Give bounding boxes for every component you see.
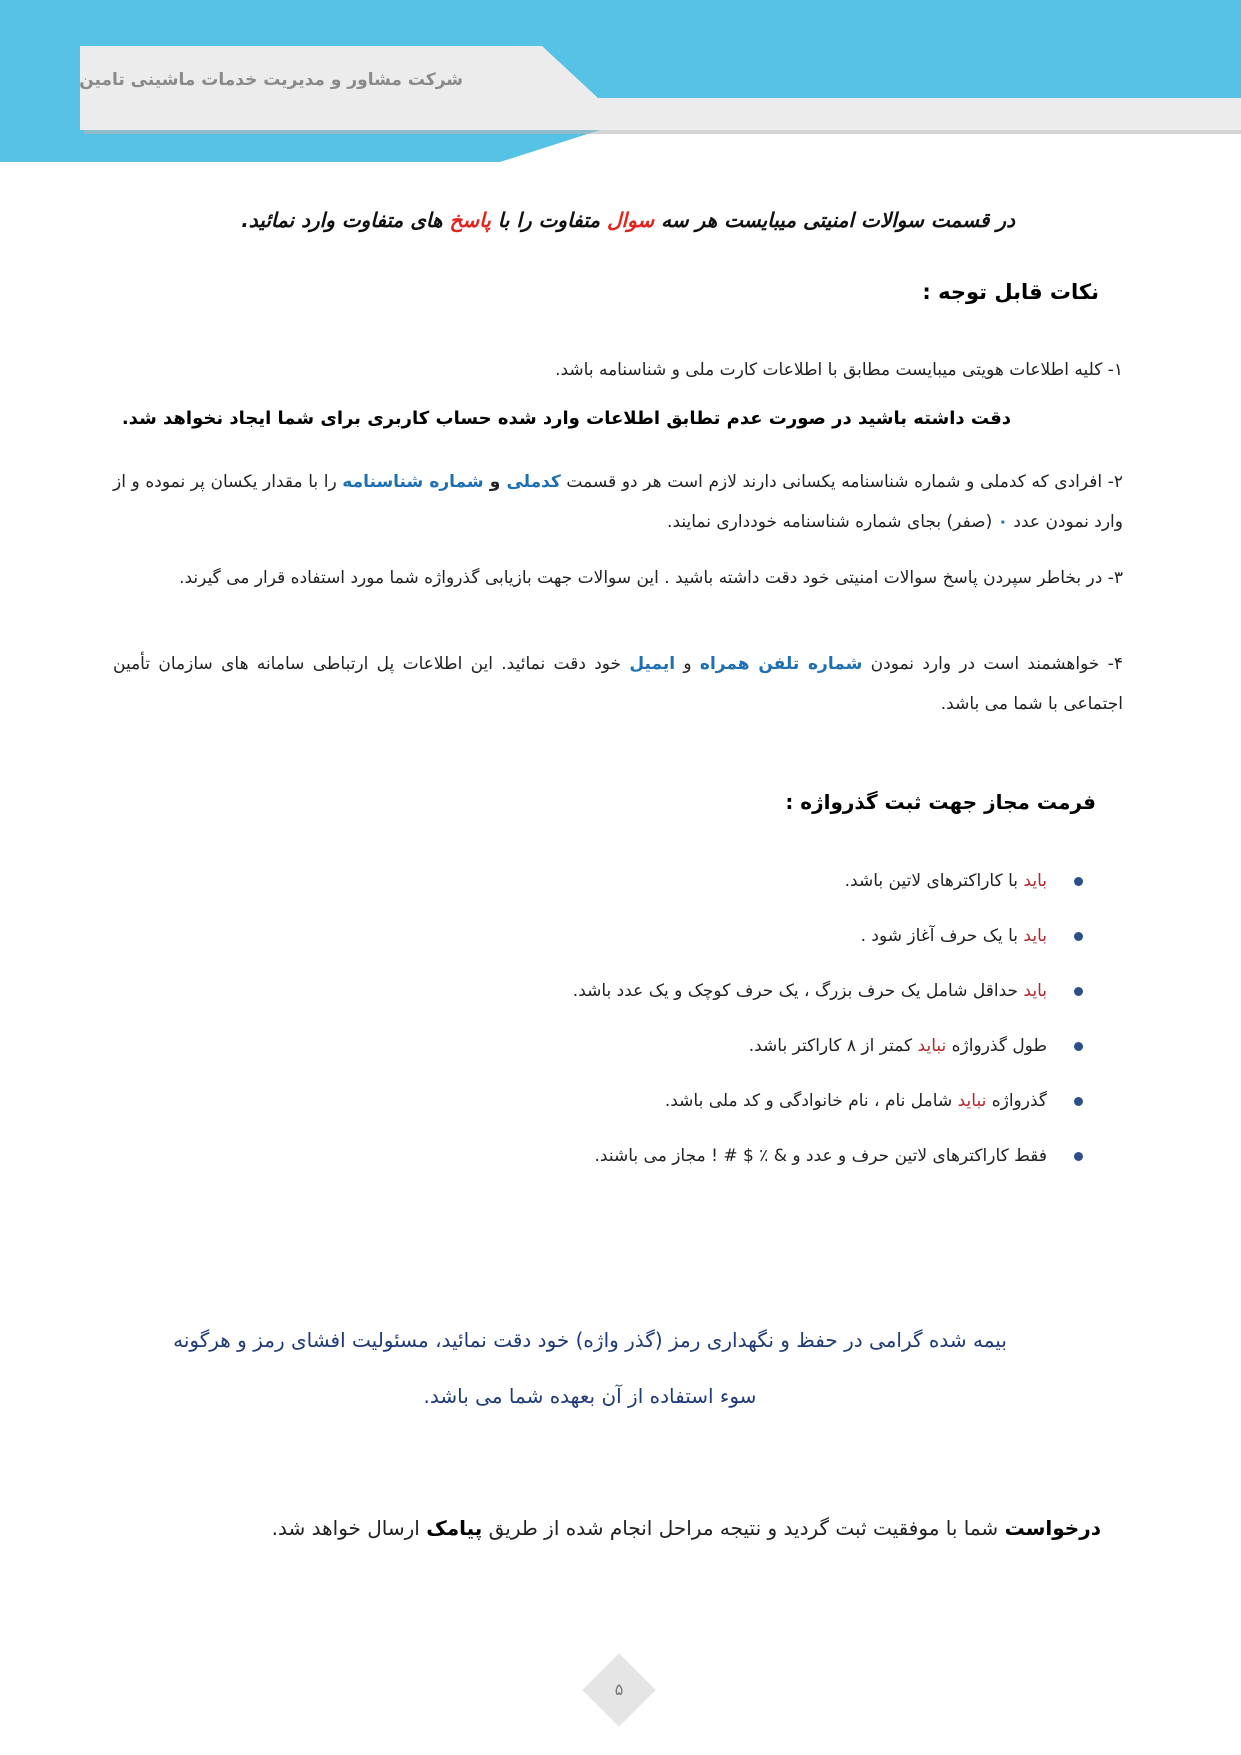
list-item: باید حداقل شامل یک حرف بزرگ ، یک حرف کوچک و یک عدد باشد. [183, 970, 1083, 1025]
bullet-icon [1074, 1152, 1083, 1161]
note-item-1: ۱- کلیه اطلاعات هویتی میبایست مطابق با اطلاعات کارت ملی و شناسنامه باشد. [555, 360, 1123, 380]
insured-notice [125, 1312, 1055, 1424]
list-item: فقط کاراکترهای لاتین حرف و عدد و & ٪ $ # ! مجاز می باشند. [183, 1135, 1083, 1190]
page-number-badge [582, 1653, 656, 1727]
sms-word: پیامک [426, 1516, 483, 1540]
intro-text: در قسمت سوالات امنیتی میبایست هر سه سوال متفاوت را با پاسخ های متفاوت وارد نمائید. [241, 208, 1015, 232]
note-item-2: ۲- افرادی که کدملی و شماره شناسنامه یکسانی دارند لازم است هر دو قسمت کدملی و شماره شناسنامه را با مقدار یکسان پر نموده و از وارد نمودن عدد ۰ (صفر) بجای شماره شناسنامه خودداری نمایند. [113, 472, 1123, 532]
list-item: باید با کاراکترهای لاتین باشد. [183, 860, 1083, 915]
list-item: گذرواژه نباید شامل نام ، نام خانوادگی و کد ملی باشد. [183, 1080, 1083, 1135]
bullet-icon [1074, 987, 1083, 996]
list-item: باید با یک حرف آغاز شود . [183, 915, 1083, 970]
insured-notice-line-2: سوء استفاده از آن بعهده شما می باشد. [423, 1384, 757, 1408]
password-format-heading: فرمت مجاز جهت ثبت گذرواژه : [785, 790, 1096, 814]
page-header [0, 0, 1241, 162]
email-term: ایمیل [629, 654, 676, 674]
zero-digit: ۰ [997, 512, 1009, 532]
question-word: سوال [606, 208, 655, 232]
list-item: طول گذرواژه نباید کمتر از ۸ کاراکتر باشد. [183, 1025, 1083, 1080]
request-confirmation: درخواست شما با موفقیت ثبت گردید و نتیجه مراحل انجام شده از طریق پیامک ارسال خواهد شد. [271, 1516, 1101, 1540]
bullet-icon [1074, 1042, 1083, 1051]
mobile-number-term: شماره تلفن همراه [699, 654, 863, 674]
bullet-icon [1074, 932, 1083, 941]
password-rules-list [183, 860, 1083, 1190]
company-name: شرکت مشاور و مدیریت خدمات ماشینی تامین [79, 70, 463, 90]
bullet-icon [1074, 1097, 1083, 1106]
mismatch-warning: دقت داشته باشید در صورت عدم تطابق اطلاعات وارد شده حساب کاربری برای شما ایجاد نخواهد شد. [121, 408, 1011, 429]
answer-word: پاسخ [449, 208, 491, 232]
bullet-icon [1074, 877, 1083, 886]
notes-heading: نکات قابل توجه : [922, 280, 1099, 304]
insured-notice-line-1: بیمه شده گرامی در حفظ و نگهداری رمز (گذر واژه) خود دقت نمائید، مسئولیت افشای رمز و هرگونه [173, 1328, 1007, 1352]
note-item-3: ۳- در بخاطر سپردن پاسخ سوالات امنیتی خود دقت داشته باشید . این سوالات جهت بازیابی گذرواژه شما مورد استفاده قرار می گیرند. [179, 568, 1123, 588]
request-word: درخواست [1004, 1516, 1101, 1540]
note-item-4: ۴- خواهشمند است در وارد نمودن شماره تلفن همراه و ایمیل خود دقت نمائید. این اطلاعات پل ارتباطی سامانه های سازمان تأمین اجتماعی با شما می باشد. [113, 654, 1123, 714]
page-number: ۵ [614, 1680, 624, 1699]
national-code-term: کدملی [506, 472, 561, 492]
id-number-term: شماره شناسنامه [342, 472, 484, 492]
